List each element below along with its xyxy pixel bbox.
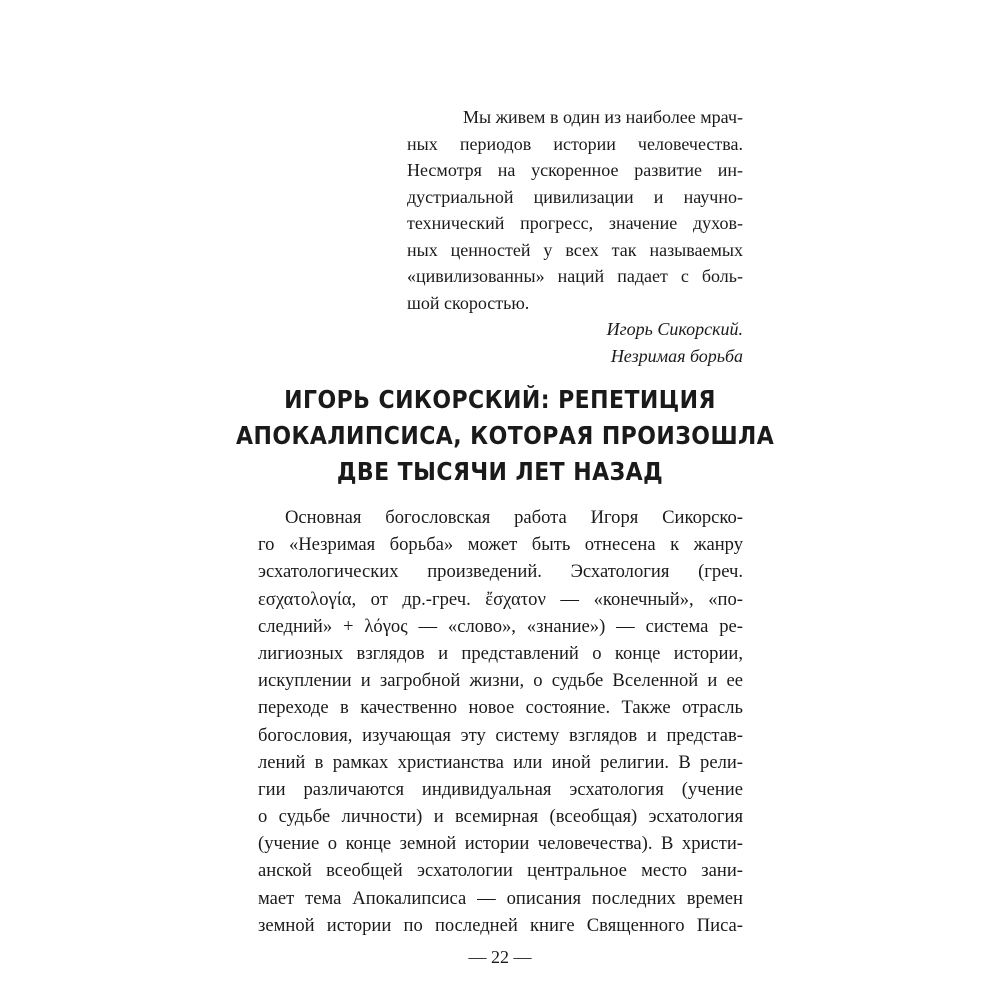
epigraph-line: «цивилизованны» наций падает с боль- — [407, 266, 743, 286]
chapter-heading-line: ИГОРЬ СИКОРСКИЙ: РЕПЕТИЦИЯ — [284, 385, 716, 414]
body-line: богословия, изучающая эту систему взглядов и представ- — [258, 724, 743, 746]
body-line: гии различаются индивидуальная эсхатология (учение — [258, 778, 743, 800]
body-line: земной истории по последней книге Священного Писа- — [258, 914, 743, 936]
epigraph-source: Незримая борьба — [610, 345, 743, 366]
epigraph-line: ных ценностей у всех так называемых — [407, 239, 743, 260]
body-line: го «Незримая борьба» может быть отнесена к жанру — [258, 534, 743, 556]
body-line: Основная богословская работа Игоря Сикорско- — [285, 507, 743, 528]
epigraph-line: дустриальной цивилизации и научно- — [407, 186, 743, 207]
epigraph-author: Игорь Сикорский. — [606, 319, 743, 339]
epigraph — [407, 104, 743, 369]
epigraph-line: шой скоростью. — [407, 292, 530, 313]
epigraph-line: Несмотря на ускоренное развитие ин- — [407, 160, 743, 180]
chapter-heading — [236, 382, 775, 490]
body-line: эсхатологических произведений. Эсхатология (греч. — [258, 561, 743, 583]
body-line: следний» + λόγος — «слово», «знание») — система ре- — [258, 615, 743, 637]
body-line: εσχατολογία, от др.-греч. ἔσχατον — «конечный», «по- — [258, 588, 743, 610]
body-line: о судьбе личности) и всемирная (всеобщая) эсхатология — [258, 806, 743, 828]
body-line: анской всеобщей эсхатологии центральное место зани- — [258, 860, 743, 882]
body-line: искуплении и загробной жизни, о судьбе Вселенной и ее — [258, 670, 743, 692]
chapter-heading-line: ДВЕ ТЫСЯЧИ ЛЕТ НАЗАД — [336, 457, 664, 486]
epigraph-line: технический прогресс, значение духов- — [407, 213, 743, 233]
body-line: мает тема Апокалипсиса — описания последних времен — [258, 887, 743, 909]
page-number: — 22 — — [468, 947, 532, 967]
body-line: переходе в качественно новое состояние. Также отрасль — [258, 697, 743, 719]
chapter-heading-line: АПОКАЛИПСИСА, КОТОРАЯ ПРОИЗОШЛА — [236, 421, 775, 450]
body-line: лений в рамках христианства или иной религии. В рели- — [258, 751, 743, 773]
body-line: лигиозных взглядов и представлений о конце истории, — [258, 642, 743, 664]
epigraph-line: ных периодов истории человечества. — [407, 133, 743, 154]
epigraph-line: Мы живем в один из наиболее мрач- — [463, 107, 743, 127]
body-paragraph — [258, 504, 743, 939]
body-line: (учение о конце земной истории человечества). В христи- — [258, 833, 743, 855]
